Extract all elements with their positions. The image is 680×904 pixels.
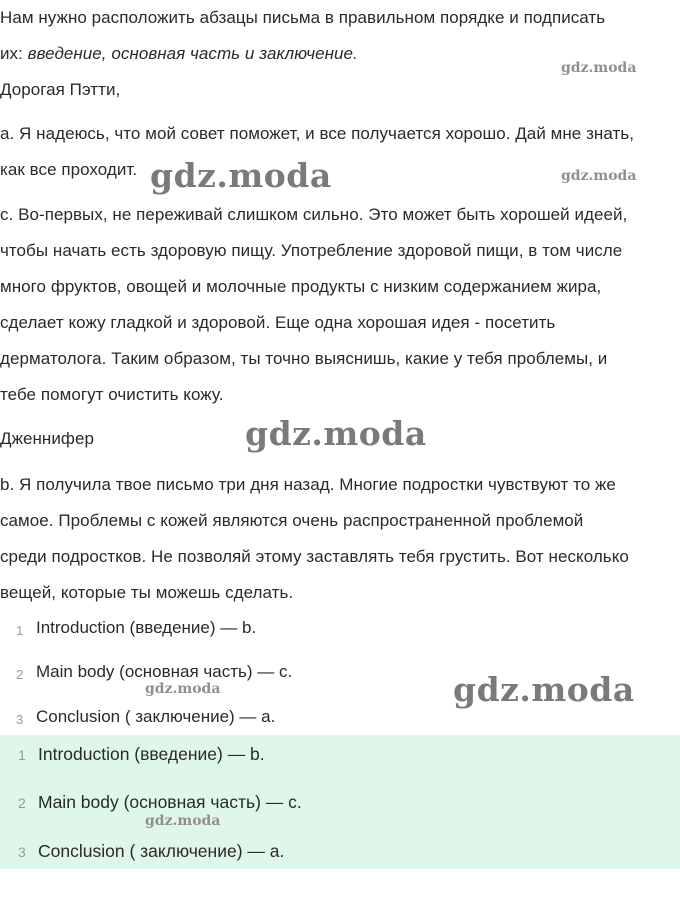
watermark: gdz.moda — [145, 681, 221, 697]
watermark: gdz.moda — [245, 414, 427, 453]
answer-item-1 — [0, 618, 680, 640]
greeting: Дорогая Пэтти, — [0, 80, 121, 99]
highlighted-answer-item-1 — [0, 744, 680, 766]
highlighted-answer-item-2 — [0, 792, 680, 814]
para-b-line-3: среди подростков. Не позволяй этому заставлять тебя грустить. Вот несколько — [0, 547, 629, 566]
signature: Дженнифер — [0, 429, 94, 448]
para-c-line-6: тебе помогут очистить кожу. — [0, 385, 224, 404]
para-c-line-2: чтобы начать есть здоровую пищу. Употребление здоровой пищи, в том числе — [0, 241, 623, 260]
watermark: gdz.moda — [561, 168, 637, 184]
answer-number: 3 — [16, 712, 24, 727]
highlighted-answer-box — [0, 735, 680, 869]
answer-number: 1 — [16, 623, 24, 638]
watermark: gdz.moda — [561, 60, 637, 76]
task-line-2 — [0, 44, 358, 64]
task-line-1: Нам нужно расположить абзацы письма в правильном порядке и подписать — [0, 8, 606, 27]
answer-text: Introduction (введение) — b. — [38, 744, 265, 764]
para-b-line-4: вещей, которые ты можешь сделать. — [0, 583, 294, 602]
watermark: gdz.moda — [145, 813, 221, 829]
answer-text: Conclusion ( заключение) — a. — [38, 841, 285, 861]
answer-text: Main body (основная часть) — c. — [38, 792, 302, 812]
para-a-line-2: как все проходит. — [0, 160, 138, 179]
answer-number: 3 — [18, 844, 26, 860]
answer-text: Main body (основная часть) — c. — [36, 662, 293, 681]
answer-text: Conclusion ( заключение) — a. — [36, 707, 276, 726]
para-b-line-1: b. Я получила твое письмо три дня назад. Многие подростки чувствуют то же — [0, 475, 616, 494]
para-c-line-1: c. Во-первых, не переживай слишком сильно. Это может быть хорошей идеей, — [0, 205, 628, 224]
answer-item-3 — [0, 707, 680, 729]
answer-text: Introduction (введение) — b. — [36, 618, 257, 637]
para-c-line-5: дерматолога. Таким образом, ты точно выяснишь, какие у тебя проблемы, и — [0, 349, 608, 368]
para-c-line-3: много фруктов, овощей и молочные продукты с низким содержанием жира, — [0, 277, 602, 296]
task-line-2-italic: введение, основная часть и заключение. — [27, 44, 358, 63]
para-b-line-2: самое. Проблемы с кожей являются очень распространенной проблемой — [0, 511, 584, 530]
task-line-2-prefix: их: — [0, 44, 28, 63]
highlighted-answer-item-3 — [0, 841, 680, 863]
watermark: gdz.moda — [453, 670, 635, 709]
watermark: gdz.moda — [150, 156, 332, 195]
para-a-line-1: a. Я надеюсь, что мой совет поможет, и все получается хорошо. Дай мне знать, — [0, 124, 635, 143]
para-c-line-4: сделает кожу гладкой и здоровой. Еще одна хорошая идея - посетить — [0, 313, 556, 332]
answer-number: 1 — [18, 747, 26, 763]
answer-number: 2 — [16, 667, 24, 682]
answer-number: 2 — [18, 795, 26, 811]
